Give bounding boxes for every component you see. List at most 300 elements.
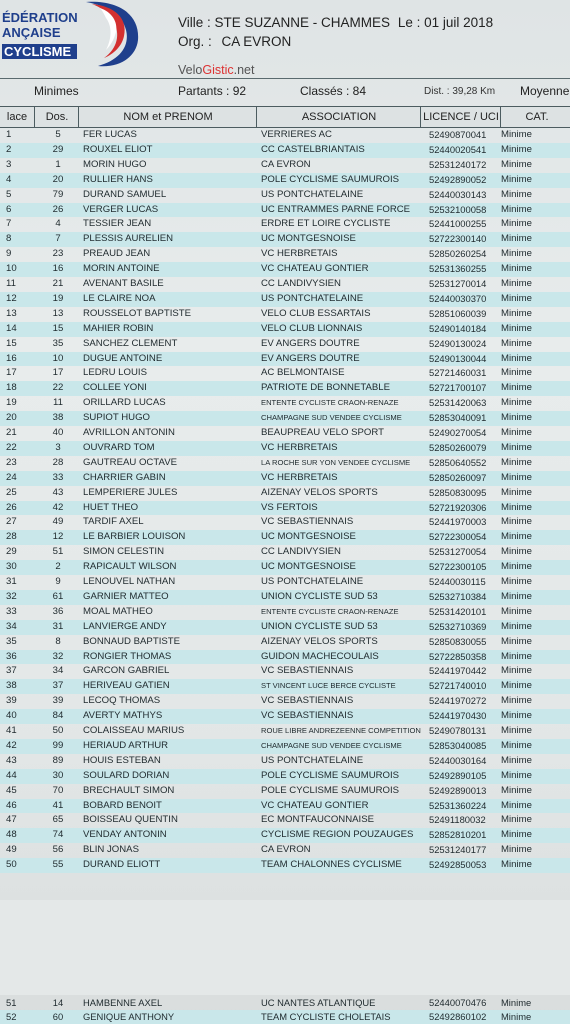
table-row: [0, 724, 570, 739]
cell-place: 47: [6, 814, 17, 826]
cell-category: Minime: [501, 844, 532, 856]
org-value: CA EVRON: [221, 34, 292, 49]
cell-association: UNION CYCLISTE SUD 53: [261, 620, 378, 632]
cell-place: 34: [6, 620, 17, 632]
table-row: [0, 337, 570, 352]
cell-place: 16: [6, 352, 17, 364]
cell-association: UC MONTGESNOISE: [261, 561, 356, 573]
cell-rider-name: PLESSIS AURELIEN: [83, 233, 174, 245]
table-row: [0, 173, 570, 188]
cell-bib: 99: [52, 739, 64, 751]
cell-rider-name: DURAND ELIOTT: [83, 859, 161, 871]
cell-bib: 5: [55, 129, 61, 140]
cell-rider-name: HAMBENNE AXEL: [83, 997, 163, 1008]
cell-place: 12: [6, 292, 17, 304]
cell-licence: 52492890052: [429, 173, 487, 185]
cell-licence: 52852810201: [429, 829, 487, 841]
cell-rider-name: LE CLAIRE NOA: [83, 292, 156, 304]
cell-bib: 55: [52, 859, 64, 871]
table-row: [0, 128, 570, 143]
cell-place: 35: [6, 635, 17, 647]
cell-place: 28: [6, 531, 17, 543]
cell-place: 5: [6, 188, 12, 200]
cell-place: 48: [6, 829, 17, 841]
cell-rider-name: AVENANT BASILE: [83, 278, 164, 289]
cell-rider-name: LECOQ THOMAS: [83, 695, 161, 707]
cell-licence: 52721740010: [429, 680, 487, 692]
cell-licence: 52850260079: [429, 441, 487, 453]
cell-licence: 52492890105: [429, 769, 487, 781]
cell-association: TEAM CHALONNES CYCLISME: [261, 859, 402, 871]
classes-count: Classés : 84: [300, 84, 367, 98]
table-row: [0, 769, 570, 784]
table-row: [0, 560, 570, 575]
cell-place: 44: [6, 769, 17, 781]
cell-rider-name: HERIAUD ARTHUR: [83, 739, 169, 751]
table-row: [0, 515, 570, 530]
moyenne-label: Moyenne: [520, 84, 570, 98]
cell-bib: 43: [52, 486, 64, 498]
cell-association: PATRIOTE DE BONNETABLE: [261, 382, 391, 394]
table-row: [0, 396, 570, 411]
org-line: [178, 34, 291, 49]
cell-place: 49: [6, 844, 17, 856]
cell-licence: 52441970430: [429, 710, 487, 722]
cell-bib: 9: [55, 576, 61, 587]
cell-licence: 52853040085: [429, 739, 487, 751]
table-row: [0, 217, 570, 232]
cell-licence: 52492850053: [429, 859, 487, 871]
cell-rider-name: BOBARD BENOIT: [83, 799, 162, 811]
cell-association: AIZENAY VELOS SPORTS: [261, 486, 378, 498]
cell-rider-name: AVRILLON ANTONIN: [83, 427, 175, 438]
cell-category: Minime: [501, 278, 532, 289]
cell-rider-name: COLLEE YONI: [83, 382, 147, 394]
cell-category: Minime: [501, 441, 532, 453]
cell-category: Minime: [501, 471, 532, 483]
cell-place: 24: [6, 471, 17, 483]
cell-licence: 52441970272: [429, 695, 487, 707]
cell-category: Minime: [501, 680, 532, 692]
table-row: [0, 590, 570, 605]
cell-bib: 28: [52, 456, 64, 468]
cell-bib: 34: [52, 665, 64, 677]
cell-licence: 52850260097: [429, 471, 487, 483]
cell-category: Minime: [501, 143, 532, 155]
cell-category: Minime: [501, 129, 532, 140]
cell-rider-name: LEMPERIERE JULES: [83, 486, 178, 498]
cell-category: Minime: [501, 531, 532, 543]
cell-bib: 1: [55, 158, 61, 170]
cell-licence: 52440020541: [429, 143, 487, 155]
cell-association: ENTENTE CYCLISTE CRAON-RENAZE: [261, 398, 399, 408]
cell-place: 50: [6, 859, 17, 871]
cell-association: UC MONTGESNOISE: [261, 531, 356, 543]
cell-bib: 38: [52, 412, 64, 424]
cell-rider-name: FER LUCAS: [83, 129, 137, 140]
cell-category: Minime: [501, 412, 532, 424]
cell-bib: 41: [52, 799, 64, 811]
cell-rider-name: MOAL MATHEO: [83, 605, 153, 617]
cell-association: VC SEBASTIENNAIS: [261, 710, 354, 722]
cell-rider-name: MORIN HUGO: [83, 158, 147, 170]
cell-association: TEAM CYCLISTE CHOLETAIS: [261, 1011, 391, 1022]
cell-bib: 70: [52, 784, 64, 796]
table-row: [0, 545, 570, 560]
table-row: [0, 292, 570, 307]
cell-rider-name: GARNIER MATTEO: [83, 590, 169, 602]
cell-category: Minime: [501, 829, 532, 841]
cell-association: UNION CYCLISTE SUD 53: [261, 590, 378, 602]
table-row: [0, 664, 570, 679]
cell-category: Minime: [501, 784, 532, 796]
cell-bib: 19: [52, 292, 64, 304]
cell-bib: 4: [55, 218, 61, 230]
cell-bib: 23: [52, 248, 64, 260]
cell-licence: 52850830095: [429, 486, 487, 498]
table-row: [0, 471, 570, 486]
cell-category: Minime: [501, 322, 532, 334]
cell-place: 41: [6, 725, 17, 736]
cell-licence: 52440030370: [429, 292, 487, 304]
table-row: [0, 366, 570, 381]
table-row: [0, 411, 570, 426]
cell-bib: 39: [52, 695, 64, 707]
cell-rider-name: DURAND SAMUEL: [83, 188, 167, 200]
table-row: [0, 858, 570, 873]
table-row: [0, 352, 570, 367]
cell-bib: 16: [52, 263, 64, 275]
cell-rider-name: BRECHAULT SIMON: [83, 784, 175, 796]
cell-bib: 29: [52, 143, 64, 155]
cell-bib: 8: [55, 635, 61, 647]
cell-bib: 42: [52, 501, 64, 513]
table-row: [0, 843, 570, 858]
cell-bib: 11: [53, 397, 63, 409]
cell-place: 26: [6, 501, 17, 513]
cell-rider-name: RULLIER HANS: [83, 173, 153, 185]
ville-line: [178, 15, 493, 30]
cell-association: CC LANDIVYSIEN: [261, 546, 341, 558]
col-name: NOM et PRENOM: [78, 106, 258, 128]
cell-bib: 10: [52, 352, 64, 364]
cell-licence: 52491180032: [429, 814, 486, 826]
cell-licence: 52721700107: [429, 382, 487, 394]
cell-place: 22: [6, 441, 17, 453]
cell-association: EC MONTFAUCONNAISE: [261, 814, 375, 826]
cell-rider-name: LE BARBIER LOUISON: [83, 531, 186, 543]
cell-association: UC MONTGESNOISE: [261, 233, 356, 245]
cell-rider-name: TESSIER JEAN: [83, 218, 152, 230]
cell-rider-name: HERIVEAU GATIEN: [83, 680, 170, 692]
cell-place: 19: [6, 397, 17, 409]
cell-licence: 52490130044: [429, 352, 487, 364]
table-row: [0, 322, 570, 337]
cell-category: Minime: [501, 173, 532, 185]
cell-rider-name: LENOUVEL NATHAN: [83, 576, 176, 587]
cell-rider-name: BLIN JONAS: [83, 844, 139, 856]
cell-bib: 51: [52, 546, 64, 558]
cell-bib: 74: [52, 829, 64, 841]
table-row: [0, 203, 570, 218]
cell-association: AC BELMONTAISE: [261, 367, 345, 379]
cell-place: 15: [6, 337, 17, 349]
cell-rider-name: GENIQUE ANTHONY: [83, 1011, 175, 1022]
cell-place: 7: [6, 218, 12, 230]
table-row: [0, 381, 570, 396]
logo-line-3: CYCLISME: [2, 44, 77, 59]
cell-place: 14: [6, 322, 17, 334]
cell-category: Minime: [501, 754, 532, 766]
org-label: Org. :: [178, 34, 212, 49]
cell-association: VC CHATEAU GONTIER: [261, 799, 369, 811]
col-licence: LICENCE / UCI: [420, 106, 502, 128]
cell-rider-name: HOUIS ESTEBAN: [83, 754, 161, 766]
cell-bib: 17: [52, 367, 64, 379]
cell-bib: 20: [52, 173, 64, 185]
cell-licence: 52440030164: [429, 754, 487, 766]
cell-bib: 37: [52, 680, 64, 692]
cell-rider-name: SUPIOT HUGO: [83, 412, 150, 424]
cell-place: 29: [6, 546, 17, 558]
cell-rider-name: RAPICAULT WILSON: [83, 561, 177, 573]
cell-association: US PONTCHATELAINE: [261, 292, 364, 304]
cell-place: 39: [6, 695, 17, 707]
cell-category: Minime: [501, 367, 532, 379]
cell-place: 1: [6, 129, 12, 140]
cell-place: 37: [6, 665, 17, 677]
cell-bib: 49: [52, 516, 64, 528]
cell-bib: 31: [52, 620, 64, 632]
cell-place: 17: [6, 367, 17, 379]
cell-licence: 52531420101: [429, 605, 487, 617]
cell-bib: 22: [52, 382, 64, 394]
cell-place: 40: [6, 710, 17, 722]
cell-place: 20: [6, 412, 17, 424]
cell-association: VELO CLUB LIONNAIS: [261, 322, 363, 334]
cell-rider-name: LANVIERGE ANDY: [83, 620, 167, 632]
cell-bib: 15: [52, 322, 64, 334]
cell-rider-name: RONGIER THOMAS: [83, 650, 172, 662]
cell-licence: 52441970442: [429, 665, 487, 677]
table-row: [0, 262, 570, 277]
cell-rider-name: LEDRU LOUIS: [83, 367, 147, 379]
cell-category: Minime: [501, 158, 532, 170]
cell-association: VC SEBASTIENNAIS: [261, 516, 354, 528]
cell-category: Minime: [501, 486, 532, 498]
cell-place: 3: [6, 158, 12, 170]
table-row: [0, 799, 570, 814]
table-row: [0, 996, 570, 1010]
cell-association: BEAUPREAU VELO SPORT: [261, 427, 384, 438]
cell-bib: 32: [52, 650, 64, 662]
cell-bib: 2: [55, 561, 61, 573]
cell-place: 4: [6, 173, 12, 185]
cell-rider-name: MORIN ANTOINE: [83, 263, 160, 275]
cell-rider-name: AVERTY MATHYS: [83, 710, 163, 722]
cell-category: Minime: [501, 665, 532, 677]
cell-licence: 52492890013: [429, 784, 487, 796]
cell-bib: 30: [52, 769, 64, 781]
cell-bib: 61: [52, 590, 64, 602]
cell-licence: 52441970003: [429, 516, 487, 528]
cell-category: Minime: [501, 263, 532, 275]
cell-bib: 35: [52, 337, 64, 349]
cell-association: VC HERBRETAIS: [261, 248, 338, 260]
cell-place: 46: [6, 799, 17, 811]
cell-bib: 33: [52, 471, 64, 483]
cell-licence: 52850830055: [429, 635, 487, 647]
cell-place: 21: [6, 427, 17, 438]
cell-place: 33: [6, 605, 17, 617]
table-row: [0, 1010, 570, 1024]
page-gap: [0, 900, 570, 995]
cell-category: Minime: [501, 590, 532, 602]
cell-category: Minime: [501, 769, 532, 781]
cell-place: 18: [6, 382, 17, 394]
cell-bib: 50: [52, 725, 64, 736]
cell-bib: 79: [52, 188, 64, 200]
cell-association: CHAMPAGNE SUD VENDEE CYCLISME: [261, 413, 402, 423]
cell-category: Minime: [501, 997, 532, 1008]
cell-place: 38: [6, 680, 17, 692]
cell-licence: 52722850358: [429, 650, 487, 662]
cell-licence: 52490870041: [429, 129, 487, 140]
cell-association: VELO CLUB ESSARTAIS: [261, 307, 371, 319]
cell-association: POLE CYCLISME SAUMUROIS: [261, 769, 400, 781]
cell-place: 42: [6, 739, 17, 751]
cell-association: UC ENTRAMMES PARNE FORCE: [261, 203, 411, 215]
cell-bib: 56: [52, 844, 64, 856]
category-label: Minimes: [34, 84, 79, 98]
cell-category: Minime: [501, 561, 532, 573]
cell-rider-name: GAUTREAU OCTAVE: [83, 456, 177, 468]
table-row: [0, 277, 570, 292]
cell-rider-name: DUGUE ANTOINE: [83, 352, 163, 364]
distance: Dist. : 39,28 Km: [424, 86, 496, 97]
cell-category: Minime: [501, 739, 532, 751]
cell-place: 51: [6, 997, 17, 1008]
cell-category: Minime: [501, 218, 532, 230]
col-cat: CAT.: [500, 106, 570, 128]
table-row: [0, 456, 570, 471]
ville-label: Ville :: [178, 15, 211, 30]
table-row: [0, 828, 570, 843]
cell-place: 36: [6, 650, 17, 662]
table-row: [0, 650, 570, 665]
cell-category: Minime: [501, 620, 532, 632]
table-row: [0, 307, 570, 322]
cell-association: CC LANDIVYSIEN: [261, 278, 341, 289]
cell-category: Minime: [501, 397, 532, 409]
cell-association: VC HERBRETAIS: [261, 471, 338, 483]
table-row: [0, 679, 570, 694]
cell-place: 6: [6, 203, 12, 215]
cell-category: Minime: [501, 292, 532, 304]
table-row: [0, 143, 570, 158]
cell-bib: 13: [52, 307, 64, 319]
cell-category: Minime: [501, 352, 532, 364]
cell-association: LA ROCHE SUR YON VENDEE CYCLISME: [261, 457, 411, 467]
table-row: [0, 441, 570, 456]
cell-association: GUIDON MACHECOULAIS: [261, 650, 379, 662]
logo-line-2: ANÇAISE: [2, 25, 61, 40]
cell-rider-name: COLAISSEAU MARIUS: [83, 725, 185, 736]
cell-licence: 52532710369: [429, 620, 487, 632]
header-divider: [0, 78, 570, 79]
cell-category: Minime: [501, 859, 532, 871]
cell-association: CHAMPAGNE SUD VENDEE CYCLISME: [261, 740, 402, 750]
cell-bib: 84: [52, 710, 64, 722]
cell-licence: 52722300140: [429, 233, 487, 245]
cell-category: Minime: [501, 516, 532, 528]
cell-association: POLE CYCLISME SAUMUROIS: [261, 784, 400, 796]
cell-licence: 52851060039: [429, 307, 487, 319]
table-row: [0, 158, 570, 173]
cell-rider-name: BOISSEAU QUENTIN: [83, 814, 178, 826]
velogistic-credit: VeloGistic.net: [178, 63, 255, 77]
cell-bib: 40: [52, 427, 64, 438]
cell-licence: 52531360255: [429, 263, 487, 275]
cell-place: 52: [6, 1011, 17, 1022]
table-row: [0, 694, 570, 709]
cell-bib: 14: [52, 997, 64, 1008]
cell-association: CYCLISME REGION POUZAUGES: [261, 829, 414, 841]
cell-licence: 52531420063: [429, 397, 487, 409]
cell-licence: 52853040091: [429, 412, 487, 424]
table-row: [0, 530, 570, 545]
date-label: Le :: [397, 15, 421, 30]
cell-bib: 65: [52, 814, 64, 826]
cell-place: 10: [6, 263, 17, 275]
cell-licence: 52721920306: [429, 501, 487, 513]
cell-licence: 52850640552: [429, 456, 487, 468]
cell-association: POLE CYCLISME SAUMUROIS: [261, 173, 400, 185]
table-row: [0, 247, 570, 262]
col-dos: Dos.: [34, 106, 80, 128]
table-row: [0, 605, 570, 620]
table-row: [0, 784, 570, 799]
cell-association: CA EVRON: [261, 844, 311, 856]
cell-rider-name: OUVRARD TOM: [83, 441, 155, 453]
cell-place: 23: [6, 456, 17, 468]
cell-place: 30: [6, 561, 17, 573]
cell-rider-name: GARCON GABRIEL: [83, 665, 170, 677]
cell-association: VERRIERES AC: [261, 129, 332, 140]
cell-rider-name: TARDIF AXEL: [83, 516, 144, 528]
cell-licence: 52490270054: [429, 427, 487, 438]
cell-category: Minime: [501, 576, 532, 587]
cell-association: US PONTCHATELAINE: [261, 576, 364, 587]
cell-rider-name: ROUXEL ELIOT: [83, 143, 153, 155]
cell-place: 25: [6, 486, 17, 498]
table-row: [0, 813, 570, 828]
cell-licence: 52531240172: [429, 158, 487, 170]
cell-category: Minime: [501, 814, 532, 826]
cell-bib: 21: [52, 278, 64, 289]
cell-association: ERDRE ET LOIRE CYCLISTE: [261, 218, 391, 230]
cell-association: EV ANGERS DOUTRE: [261, 337, 360, 349]
cell-category: Minime: [501, 382, 532, 394]
cell-category: Minime: [501, 799, 532, 811]
table-row: [0, 739, 570, 754]
cell-licence: 52440070476: [429, 997, 487, 1008]
cell-category: Minime: [501, 695, 532, 707]
table-row: [0, 575, 570, 590]
table-row: [0, 232, 570, 247]
cell-association: VC HERBRETAIS: [261, 441, 338, 453]
cell-category: Minime: [501, 248, 532, 260]
